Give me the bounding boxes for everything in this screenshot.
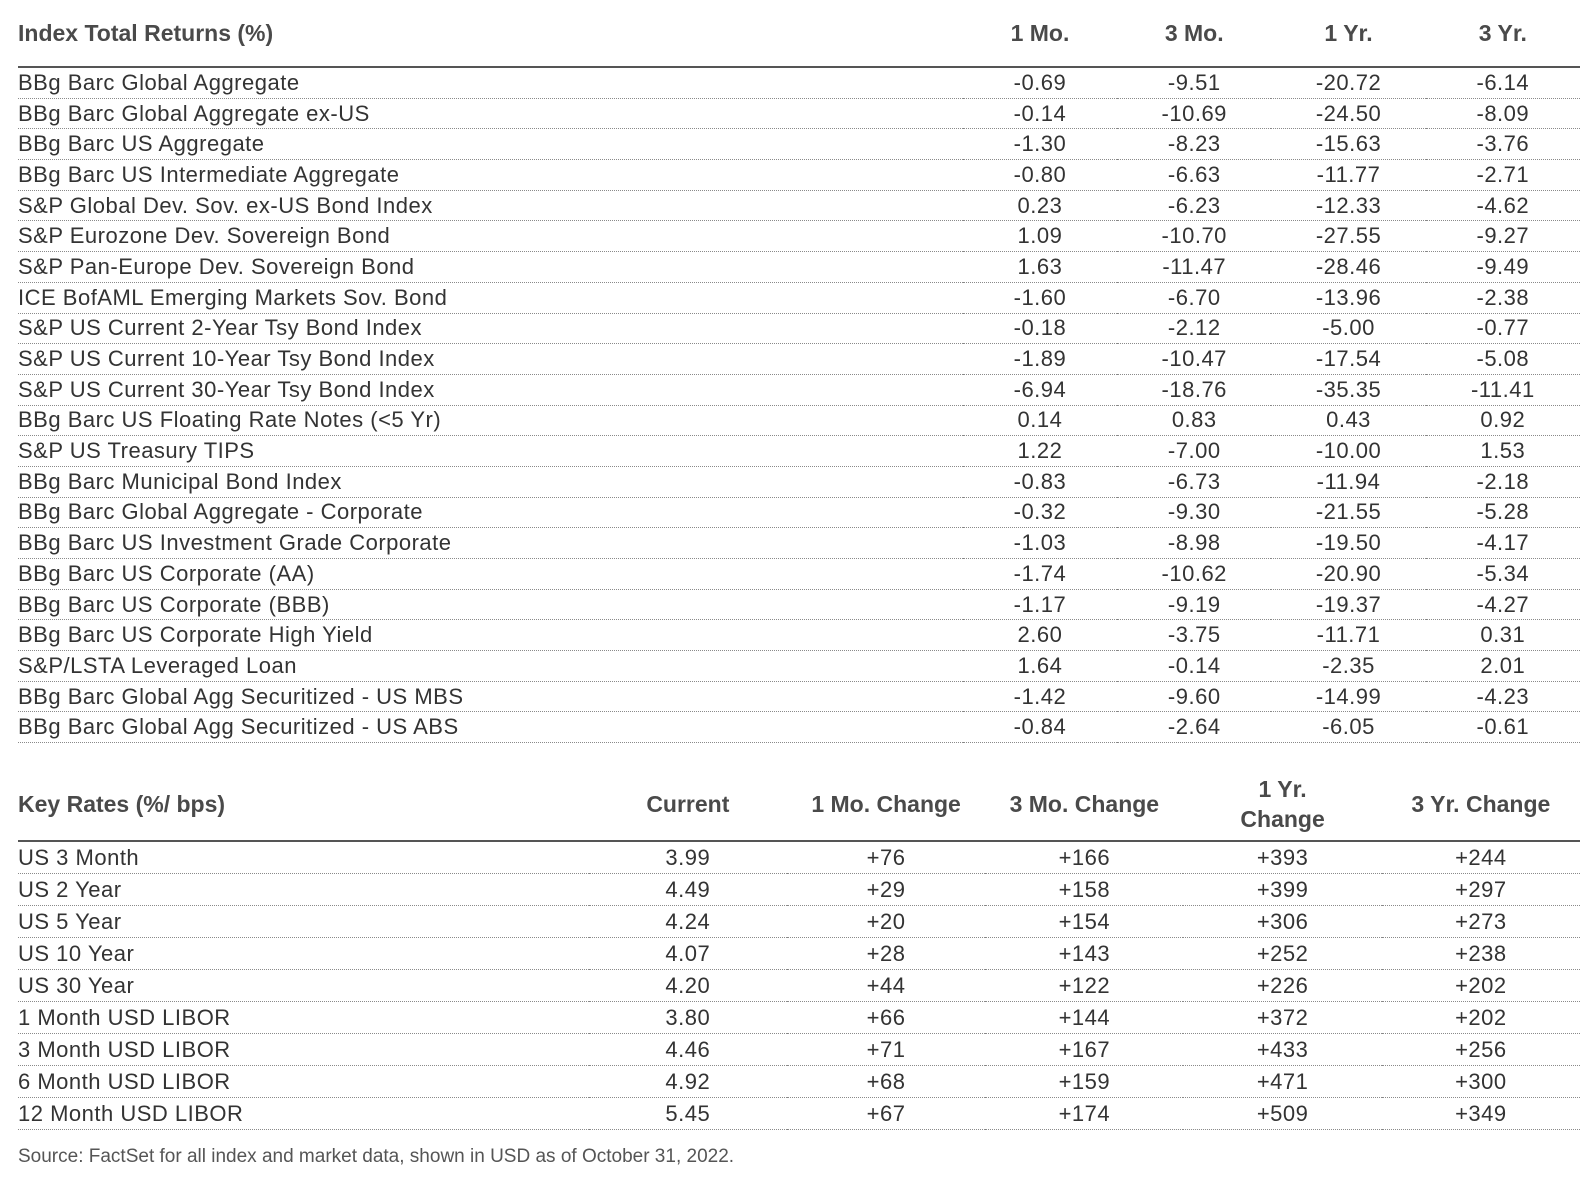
row-value: +256 xyxy=(1382,1034,1580,1066)
table-row xyxy=(18,620,1580,651)
row-value: -6.14 xyxy=(1426,67,1580,98)
rates-header-row xyxy=(18,768,1580,841)
index-total-returns-table xyxy=(18,0,1580,743)
row-value: -2.71 xyxy=(1426,160,1580,191)
row-value: -12.33 xyxy=(1271,190,1425,221)
rates-header-1mo-change: 1 Mo. Change xyxy=(787,768,985,841)
row-label: BBg Barc Global Aggregate - Corporate xyxy=(18,497,963,528)
row-value: 4.24 xyxy=(589,906,787,938)
row-value: -4.17 xyxy=(1426,528,1580,559)
table-row xyxy=(18,374,1580,405)
row-value: -19.37 xyxy=(1271,589,1425,620)
row-value: -24.50 xyxy=(1271,98,1425,129)
row-value: 5.45 xyxy=(589,1098,787,1130)
row-value: +158 xyxy=(985,874,1183,906)
row-label: BBg Barc US Aggregate xyxy=(18,129,963,160)
row-value: -0.69 xyxy=(963,67,1117,98)
table-row xyxy=(18,221,1580,252)
table-row xyxy=(18,67,1580,98)
row-value: -1.30 xyxy=(963,129,1117,160)
row-label: US 30 Year xyxy=(18,970,589,1002)
table-row xyxy=(18,970,1580,1002)
returns-header-row xyxy=(18,0,1580,67)
row-value: -0.80 xyxy=(963,160,1117,191)
rates-header-current: Current xyxy=(589,768,787,841)
row-value: -9.51 xyxy=(1117,67,1271,98)
row-value: -0.83 xyxy=(963,466,1117,497)
table-row xyxy=(18,874,1580,906)
row-value: -1.42 xyxy=(963,681,1117,712)
row-value: 4.49 xyxy=(589,874,787,906)
table-row xyxy=(18,436,1580,467)
row-value: -1.17 xyxy=(963,589,1117,620)
row-value: -10.70 xyxy=(1117,221,1271,252)
row-value: +143 xyxy=(985,938,1183,970)
row-value: -14.99 xyxy=(1271,681,1425,712)
row-label: S&P Global Dev. Sov. ex-US Bond Index xyxy=(18,190,963,221)
row-label: 12 Month USD LIBOR xyxy=(18,1098,589,1130)
row-value: -11.41 xyxy=(1426,374,1580,405)
row-value: -10.00 xyxy=(1271,436,1425,467)
row-value: +306 xyxy=(1183,906,1381,938)
row-value: -5.28 xyxy=(1426,497,1580,528)
row-value: +372 xyxy=(1183,1002,1381,1034)
row-value: -8.09 xyxy=(1426,98,1580,129)
row-value: -27.55 xyxy=(1271,221,1425,252)
row-value: -9.27 xyxy=(1426,221,1580,252)
row-value: 3.99 xyxy=(589,841,787,874)
row-value: -6.63 xyxy=(1117,160,1271,191)
row-value: -28.46 xyxy=(1271,252,1425,283)
returns-header-1yr: 1 Yr. xyxy=(1271,0,1425,67)
row-value: +29 xyxy=(787,874,985,906)
rates-header-1yr-change: 1 Yr. Change xyxy=(1183,768,1381,841)
row-value: -3.75 xyxy=(1117,620,1271,651)
row-label: 6 Month USD LIBOR xyxy=(18,1066,589,1098)
row-value: 0.23 xyxy=(963,190,1117,221)
row-value: -2.38 xyxy=(1426,282,1580,313)
returns-header-3mo: 3 Mo. xyxy=(1117,0,1271,67)
row-value: 4.07 xyxy=(589,938,787,970)
row-value: -0.84 xyxy=(963,712,1117,743)
row-value: -0.61 xyxy=(1426,712,1580,743)
row-value: -8.98 xyxy=(1117,528,1271,559)
row-value: +76 xyxy=(787,841,985,874)
row-value: -1.74 xyxy=(963,559,1117,590)
row-value: -11.47 xyxy=(1117,252,1271,283)
row-value: -7.00 xyxy=(1117,436,1271,467)
row-label: BBg Barc Global Aggregate xyxy=(18,67,963,98)
row-label: BBg Barc Municipal Bond Index xyxy=(18,466,963,497)
table-row xyxy=(18,344,1580,375)
row-value: -0.14 xyxy=(963,98,1117,129)
table-row xyxy=(18,1002,1580,1034)
returns-header-label: Index Total Returns (%) xyxy=(18,0,963,67)
row-value: -6.05 xyxy=(1271,712,1425,743)
row-value: -6.23 xyxy=(1117,190,1271,221)
row-value: 4.92 xyxy=(589,1066,787,1098)
row-value: -10.69 xyxy=(1117,98,1271,129)
row-value: +433 xyxy=(1183,1034,1381,1066)
table-row xyxy=(18,559,1580,590)
row-value: -6.73 xyxy=(1117,466,1271,497)
table-row xyxy=(18,497,1580,528)
row-value: +226 xyxy=(1183,970,1381,1002)
row-label: S&P Pan-Europe Dev. Sovereign Bond xyxy=(18,252,963,283)
row-value: -0.77 xyxy=(1426,313,1580,344)
table-row xyxy=(18,651,1580,682)
row-label: S&P Eurozone Dev. Sovereign Bond xyxy=(18,221,963,252)
row-value: -4.62 xyxy=(1426,190,1580,221)
row-value: +471 xyxy=(1183,1066,1381,1098)
table-row xyxy=(18,252,1580,283)
row-value: +252 xyxy=(1183,938,1381,970)
row-value: -2.35 xyxy=(1271,651,1425,682)
row-label: BBg Barc US Corporate (AA) xyxy=(18,559,963,590)
key-rates-table xyxy=(18,768,1580,1130)
row-label: US 10 Year xyxy=(18,938,589,970)
row-label: BBg Barc Global Aggregate ex-US xyxy=(18,98,963,129)
row-value: +154 xyxy=(985,906,1183,938)
row-value: -0.18 xyxy=(963,313,1117,344)
row-label: S&P US Treasury TIPS xyxy=(18,436,963,467)
row-value: +273 xyxy=(1382,906,1580,938)
row-value: -11.77 xyxy=(1271,160,1425,191)
row-value: -18.76 xyxy=(1117,374,1271,405)
row-value: 0.83 xyxy=(1117,405,1271,436)
table-row xyxy=(18,313,1580,344)
table-row xyxy=(18,190,1580,221)
row-value: +68 xyxy=(787,1066,985,1098)
table-row xyxy=(18,841,1580,874)
row-value: -1.60 xyxy=(963,282,1117,313)
row-label: 3 Month USD LIBOR xyxy=(18,1034,589,1066)
row-value: -21.55 xyxy=(1271,497,1425,528)
row-value: 2.60 xyxy=(963,620,1117,651)
table-row xyxy=(18,1034,1580,1066)
row-value: 1.64 xyxy=(963,651,1117,682)
row-value: 1.22 xyxy=(963,436,1117,467)
row-label: US 2 Year xyxy=(18,874,589,906)
row-value: +66 xyxy=(787,1002,985,1034)
row-value: +202 xyxy=(1382,970,1580,1002)
row-value: -20.72 xyxy=(1271,67,1425,98)
row-value: 1.09 xyxy=(963,221,1117,252)
row-value: +122 xyxy=(985,970,1183,1002)
table-row xyxy=(18,681,1580,712)
row-value: +67 xyxy=(787,1098,985,1130)
row-value: +28 xyxy=(787,938,985,970)
table-row xyxy=(18,1098,1580,1130)
row-label: BBg Barc US Intermediate Aggregate xyxy=(18,160,963,191)
returns-header-1mo: 1 Mo. xyxy=(963,0,1117,67)
row-value: +509 xyxy=(1183,1098,1381,1130)
row-value: 3.80 xyxy=(589,1002,787,1034)
row-value: +144 xyxy=(985,1002,1183,1034)
row-value: +244 xyxy=(1382,841,1580,874)
rates-header-3yr-change: 3 Yr. Change xyxy=(1382,768,1580,841)
row-value: +44 xyxy=(787,970,985,1002)
row-value: 0.31 xyxy=(1426,620,1580,651)
row-label: 1 Month USD LIBOR xyxy=(18,1002,589,1034)
row-value: +297 xyxy=(1382,874,1580,906)
row-value: -11.94 xyxy=(1271,466,1425,497)
row-value: -13.96 xyxy=(1271,282,1425,313)
row-value: -1.89 xyxy=(963,344,1117,375)
table-row xyxy=(18,405,1580,436)
row-value: -3.76 xyxy=(1426,129,1580,160)
row-value: -5.00 xyxy=(1271,313,1425,344)
row-value: -15.63 xyxy=(1271,129,1425,160)
table-row xyxy=(18,160,1580,191)
row-label: S&P US Current 10-Year Tsy Bond Index xyxy=(18,344,963,375)
rates-header-label: Key Rates (%/ bps) xyxy=(18,768,589,841)
row-label: BBg Barc US Investment Grade Corporate xyxy=(18,528,963,559)
row-value: -2.18 xyxy=(1426,466,1580,497)
table-row xyxy=(18,589,1580,620)
row-value: +300 xyxy=(1382,1066,1580,1098)
row-label: BBg Barc US Corporate High Yield xyxy=(18,620,963,651)
table-row xyxy=(18,528,1580,559)
row-value: -0.32 xyxy=(963,497,1117,528)
row-value: +202 xyxy=(1382,1002,1580,1034)
table-row xyxy=(18,906,1580,938)
row-value: -9.30 xyxy=(1117,497,1271,528)
row-value: -20.90 xyxy=(1271,559,1425,590)
row-value: +393 xyxy=(1183,841,1381,874)
row-label: ICE BofAML Emerging Markets Sov. Bond xyxy=(18,282,963,313)
rates-header-3mo-change: 3 Mo. Change xyxy=(985,768,1183,841)
table-row xyxy=(18,129,1580,160)
table-row xyxy=(18,1066,1580,1098)
row-value: 0.43 xyxy=(1271,405,1425,436)
row-value: -35.35 xyxy=(1271,374,1425,405)
row-value: 1.63 xyxy=(963,252,1117,283)
row-value: 0.92 xyxy=(1426,405,1580,436)
row-value: 0.14 xyxy=(963,405,1117,436)
table-row xyxy=(18,98,1580,129)
row-label: BBg Barc Global Agg Securitized - US ABS xyxy=(18,712,963,743)
row-value: -2.12 xyxy=(1117,313,1271,344)
table-row xyxy=(18,712,1580,743)
row-value: +166 xyxy=(985,841,1183,874)
row-value: +159 xyxy=(985,1066,1183,1098)
row-label: BBg Barc US Floating Rate Notes (<5 Yr) xyxy=(18,405,963,436)
row-value: +167 xyxy=(985,1034,1183,1066)
row-value: 2.01 xyxy=(1426,651,1580,682)
rates-body xyxy=(18,841,1580,1130)
row-label: US 3 Month xyxy=(18,841,589,874)
row-value: -9.19 xyxy=(1117,589,1271,620)
row-label: BBg Barc US Corporate (BBB) xyxy=(18,589,963,620)
row-value: +174 xyxy=(985,1098,1183,1130)
table-row xyxy=(18,938,1580,970)
row-value: -10.62 xyxy=(1117,559,1271,590)
returns-header-3yr: 3 Yr. xyxy=(1426,0,1580,67)
row-value: -9.60 xyxy=(1117,681,1271,712)
row-value: -5.34 xyxy=(1426,559,1580,590)
row-value: -5.08 xyxy=(1426,344,1580,375)
returns-body xyxy=(18,67,1580,743)
row-value: +71 xyxy=(787,1034,985,1066)
table-row xyxy=(18,282,1580,313)
row-value: -8.23 xyxy=(1117,129,1271,160)
row-value: 1.53 xyxy=(1426,436,1580,467)
row-value: -9.49 xyxy=(1426,252,1580,283)
row-value: +349 xyxy=(1382,1098,1580,1130)
row-label: S&P US Current 2-Year Tsy Bond Index xyxy=(18,313,963,344)
row-value: -11.71 xyxy=(1271,620,1425,651)
row-label: US 5 Year xyxy=(18,906,589,938)
row-value: +399 xyxy=(1183,874,1381,906)
row-value: -2.64 xyxy=(1117,712,1271,743)
row-value: -10.47 xyxy=(1117,344,1271,375)
row-value: -6.94 xyxy=(963,374,1117,405)
row-value: -17.54 xyxy=(1271,344,1425,375)
row-label: S&P US Current 30-Year Tsy Bond Index xyxy=(18,374,963,405)
row-value: -4.27 xyxy=(1426,589,1580,620)
row-value: +20 xyxy=(787,906,985,938)
row-value: -1.03 xyxy=(963,528,1117,559)
source-note: Source: FactSet for all index and market data, shown in USD as of October 31, 2022. xyxy=(18,1146,735,1167)
row-value: -4.23 xyxy=(1426,681,1580,712)
row-label: S&P/LSTA Leveraged Loan xyxy=(18,651,963,682)
row-value: -19.50 xyxy=(1271,528,1425,559)
table-row xyxy=(18,466,1580,497)
row-value: +238 xyxy=(1382,938,1580,970)
row-value: -6.70 xyxy=(1117,282,1271,313)
row-value: 4.20 xyxy=(589,970,787,1002)
row-label: BBg Barc Global Agg Securitized - US MBS xyxy=(18,681,963,712)
row-value: 4.46 xyxy=(589,1034,787,1066)
row-value: -0.14 xyxy=(1117,651,1271,682)
